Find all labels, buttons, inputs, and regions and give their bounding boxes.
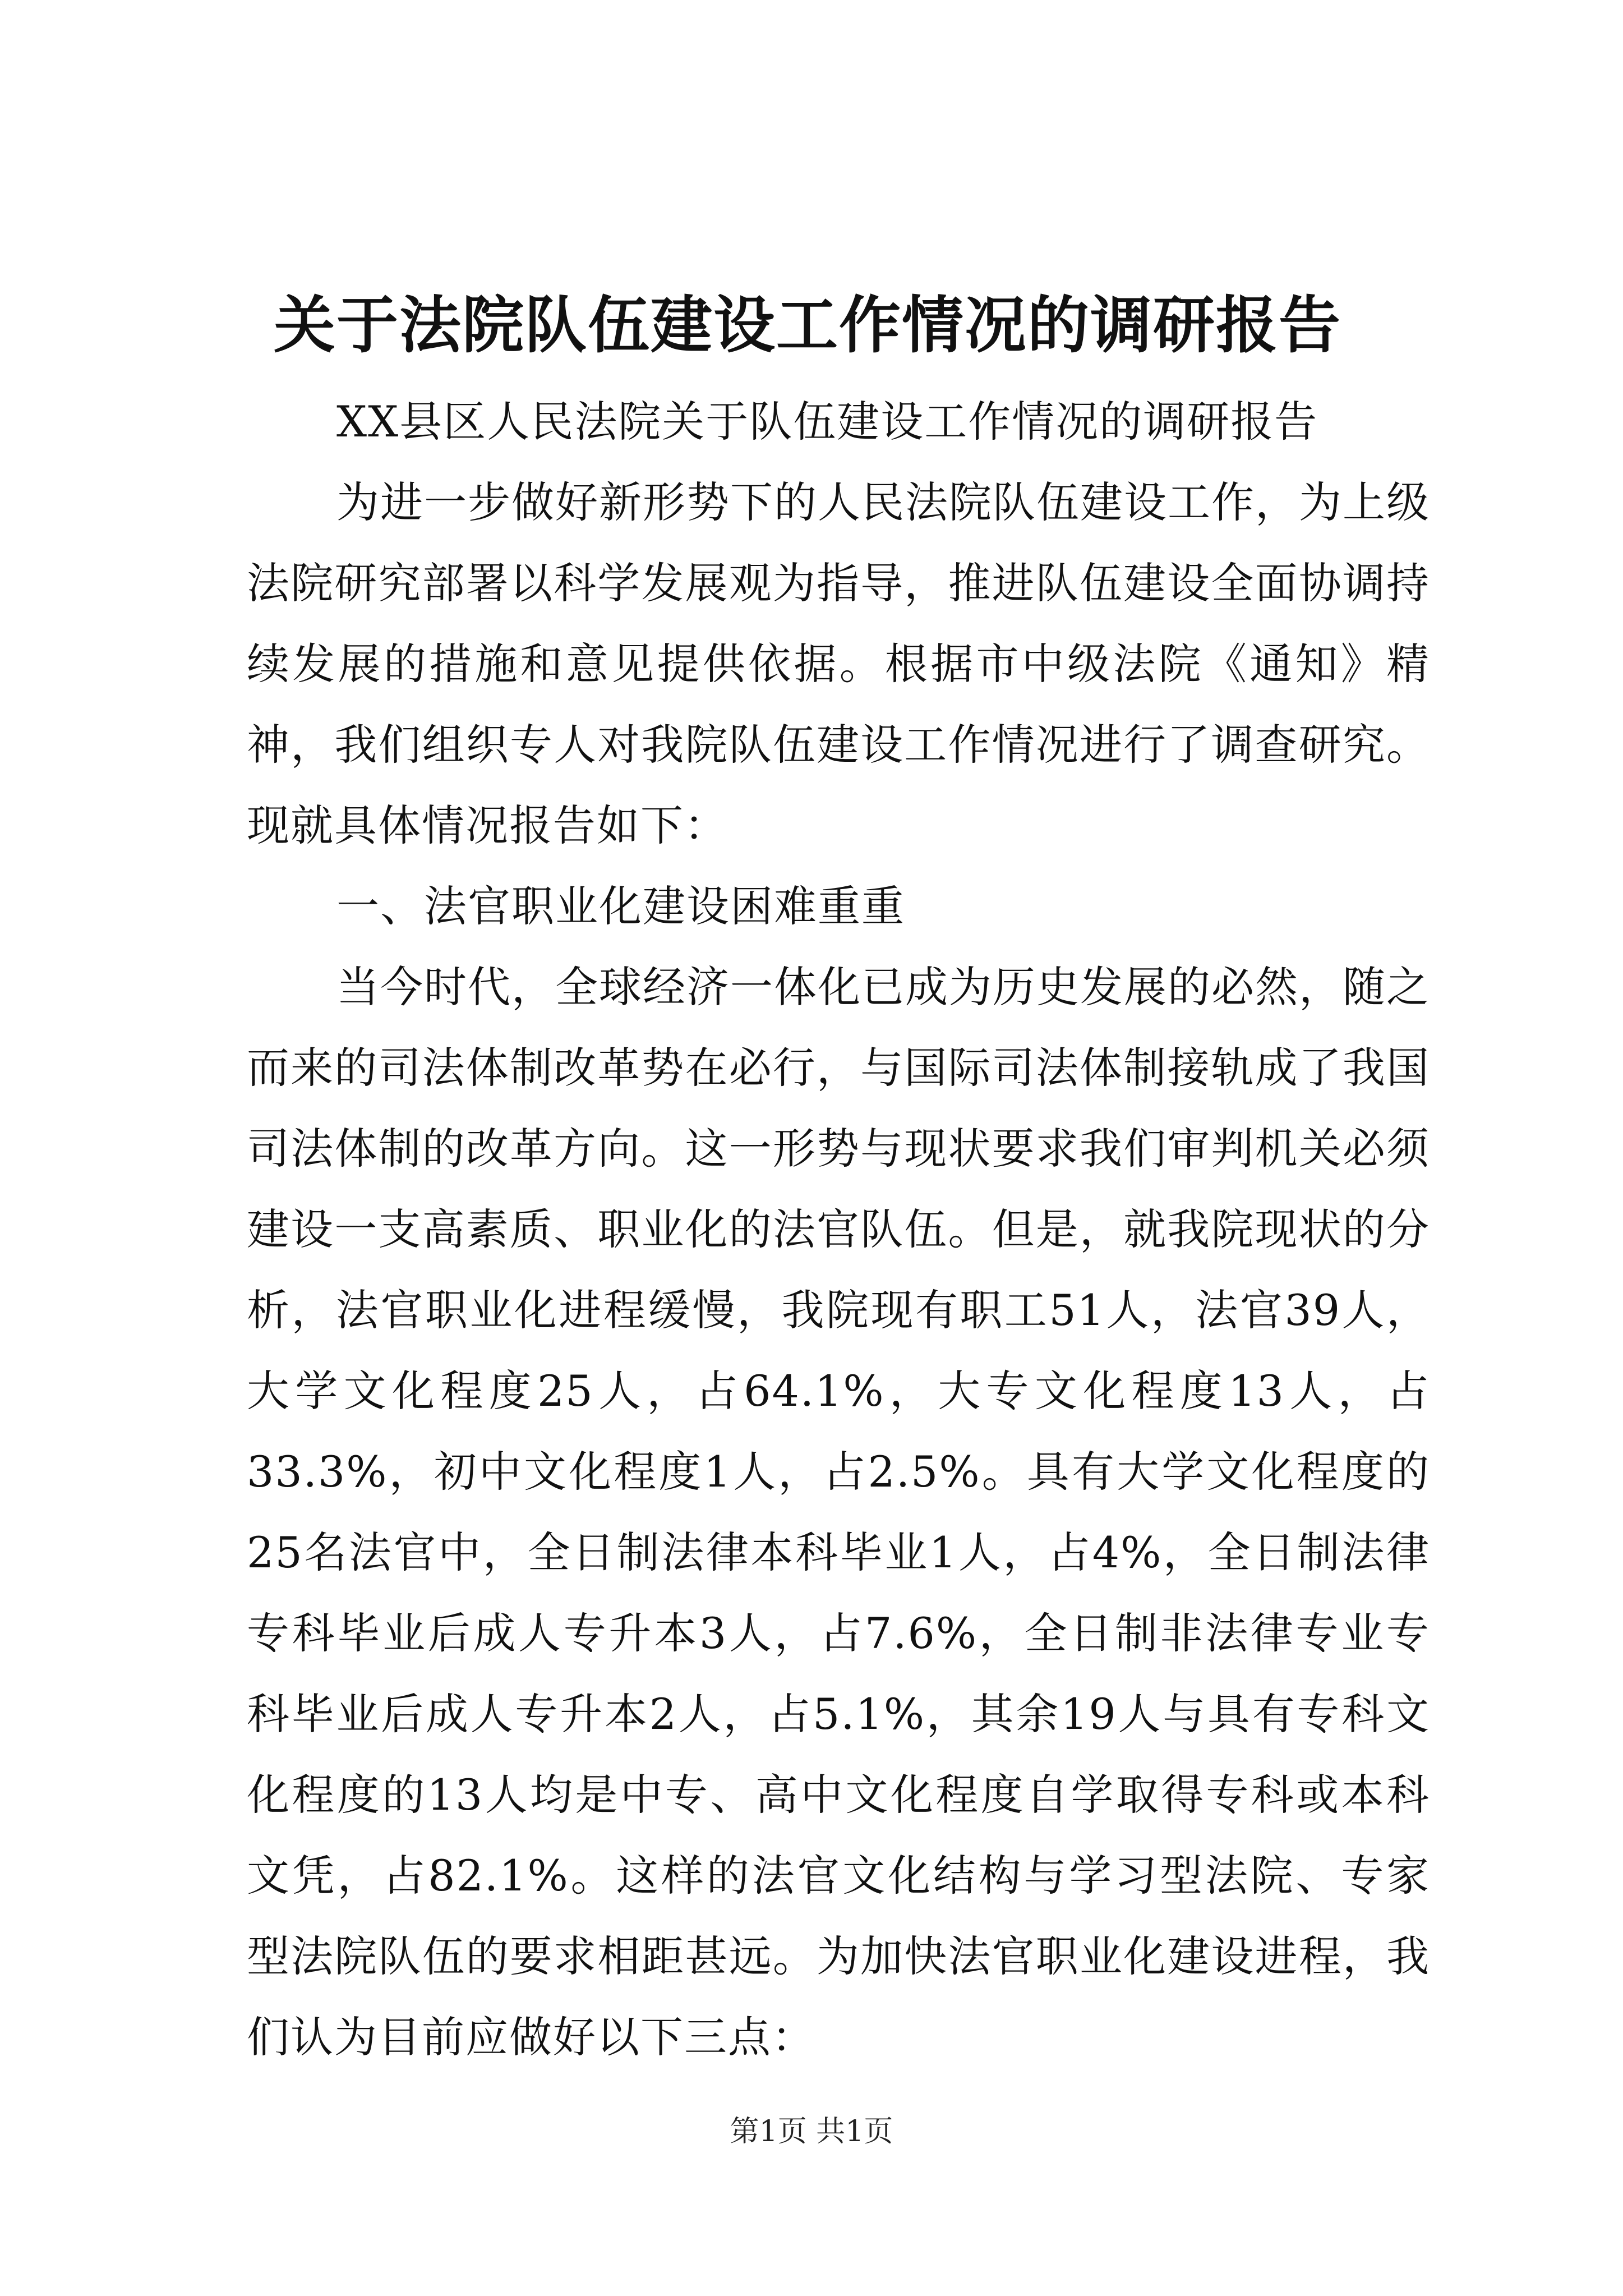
section-heading-1: 一、法官职业化建设困难重重 — [336, 881, 905, 931]
document-body — [247, 381, 1430, 2078]
paragraph-section-1: 当今时代，全球经济一体化已成为历史发展的必然，随之而来的司法体制改革势在必行，与国际司法体制接轨成了我国司法体制的改革方向。这一形势与现状要求我们审判机关必须建设一支高素质、职业化的法官队伍。但是，就我院现状的分析，法官职业化进程缓慢，我院现有职工51人，法官39人，大学文化程度25人，占64.1%，大专文化程度13人，占33.3%，初中文化程度1人，占2.5%。具有大学文化程度的25名法官中，全日制法律本科毕业1人，占4%，全日制法律专科毕业后成人专升本3人，占7.6%，全日制非法律专业专科毕业后成人专升本2人，占5.1%，其余19人与具有专科文化程度的13人均是中专、高中文化程度自学取得专科或本科文凭，占82.1%。这样的法官文化结构与学习型法院、专家型法院队伍的要求相距甚远。为加快法官职业化建设进程，我们认为目前应做好以下三点： — [247, 962, 1430, 2062]
document-title: 关于法院队伍建设工作情况的调研报告 — [274, 289, 1341, 361]
document-subtitle: XX县区人民法院关于队伍建设工作情况的调研报告 — [336, 397, 1318, 447]
paragraph-intro: 为进一步做好新形势下的人民法院队伍建设工作，为上级法院研究部署以科学发展观为指导，推进队伍建设全面协调持续发展的措施和意见提供依据。根据市中级法院《通知》精神，我们组织专人对我院队伍建设工作情况进行了调查研究。现就具体情况报告如下： — [247, 477, 1430, 850]
page-footer: 第1页 共1页 — [730, 2115, 893, 2148]
